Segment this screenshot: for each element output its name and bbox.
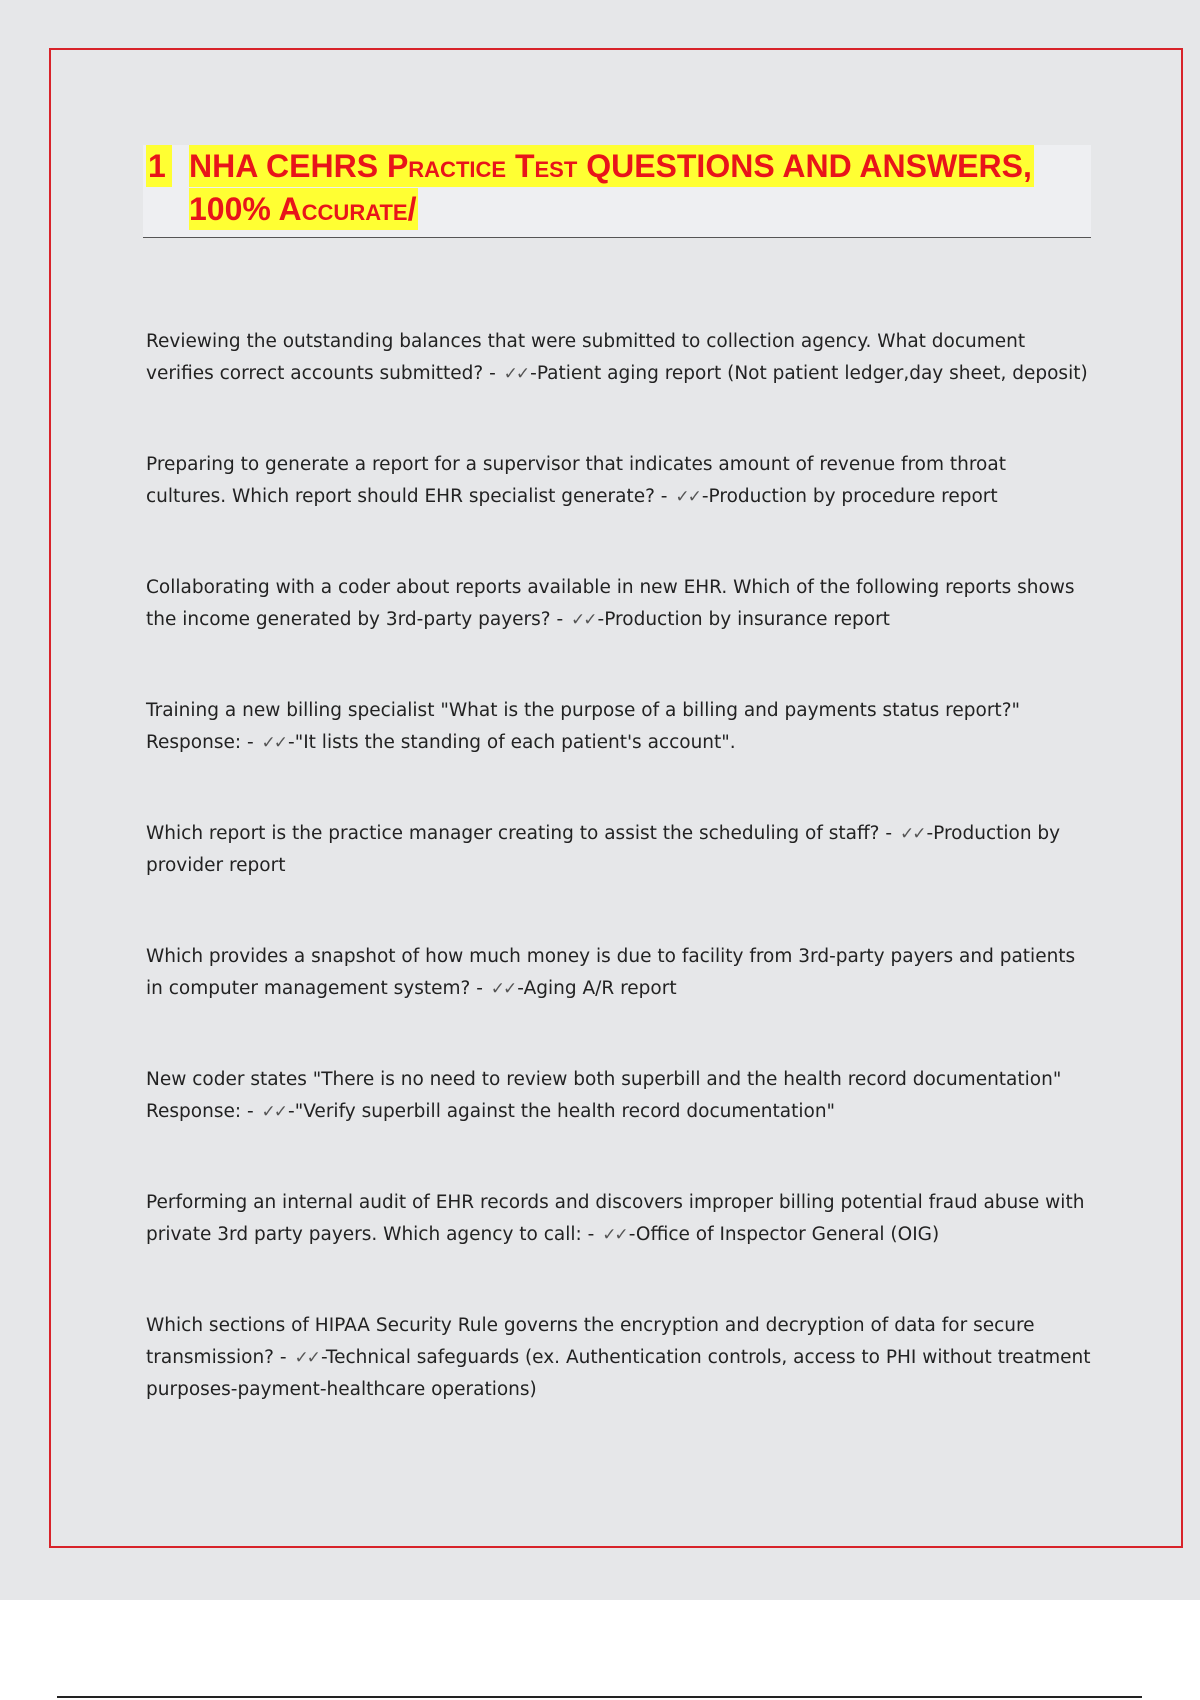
question-text: Which sections of HIPAA Security Rule governs the encryption and decryption of data for secure transmission? - (146, 1315, 1035, 1368)
double-check-icon: ✓✓ (261, 1102, 287, 1122)
answer-text: -Production by provider report (146, 823, 1061, 876)
answer-text: -Patient aging report (Not patient ledger,day sheet, deposit) (530, 363, 1088, 384)
double-check-icon: ✓✓ (899, 824, 925, 844)
question-text: Collaborating with a coder about reports available in new EHR. Which of the following reports shows the income generated by 3rd-party payers? - (146, 577, 1075, 630)
answer-text: -Production by procedure report (701, 486, 998, 507)
qa-item (146, 1064, 1091, 1128)
heading-text-part: ractice (408, 148, 507, 184)
double-check-icon: ✓✓ (503, 364, 529, 384)
answer-text: -Production by insurance report (597, 609, 890, 630)
heading-number: 1 (146, 145, 172, 187)
double-check-icon: ✓✓ (675, 487, 700, 507)
heading-text-part: NHA CEHRS P (189, 148, 409, 184)
answer-text: -"Verify superbill against the health record documentation" (288, 1101, 836, 1122)
answer-text: -"It lists the standing of each patient's account". (288, 732, 736, 753)
question-text: New coder states "There is no need to review both superbill and the health record documentation" Response: - (146, 1069, 1062, 1122)
answer-text: -Office of Inspector General (OIG) (628, 1224, 940, 1245)
qa-item (146, 572, 1091, 636)
heading-line-2 (189, 188, 418, 230)
question-text: Performing an internal audit of EHR records and discovers improper billing potential fraud abuse with private 3rd party payers. Which agency to call: - (146, 1192, 1085, 1245)
question-text: Which report is the practice manager creating to assist the scheduling of staff? - (146, 823, 898, 844)
heading-text-part: / (407, 191, 417, 227)
qa-item (146, 1187, 1091, 1251)
double-check-icon: ✓✓ (571, 610, 596, 630)
answer-text: -Aging A/R report (517, 978, 677, 999)
question-text: Reviewing the outstanding balances that were submitted to collection agency. What document verifies correct accounts submitted? - (146, 331, 1026, 384)
heading-text-part: ccurate (301, 191, 408, 227)
double-check-icon: ✓✓ (261, 733, 287, 753)
heading-line-1 (189, 145, 1034, 187)
heading-text-part: 100% A (189, 191, 302, 227)
qa-item (146, 1310, 1091, 1406)
qa-item (146, 818, 1091, 882)
heading-text-part: QUESTIONS AND ANSWERS, (577, 148, 1032, 184)
document-heading (143, 145, 1091, 238)
footer-rule (57, 1696, 1142, 1698)
qa-item (146, 695, 1091, 759)
question-text: Preparing to generate a report for a supervisor that indicates amount of revenue from throat cultures. Which report should EHR specialist generate? - (146, 454, 1006, 507)
double-check-icon: ✓✓ (602, 1225, 627, 1245)
qa-item (146, 941, 1091, 1005)
question-text: Training a new billing specialist "What is the purpose of a billing and payments status report?" Response: - (146, 700, 1021, 753)
heading-text-part: T (506, 148, 535, 184)
answer-text: -Technical safeguards (ex. Authentication controls, access to PHI without treatment purposes-payment-healthcare operations) (146, 1347, 1091, 1400)
double-check-icon: ✓✓ (294, 1348, 319, 1368)
qa-item (146, 449, 1091, 513)
heading-text-part: est (534, 148, 578, 184)
qa-item (146, 326, 1091, 390)
double-check-icon: ✓✓ (490, 979, 516, 999)
question-text: Which provides a snapshot of how much money is due to facility from 3rd-party payers and patients in computer management system? - (146, 946, 1076, 999)
